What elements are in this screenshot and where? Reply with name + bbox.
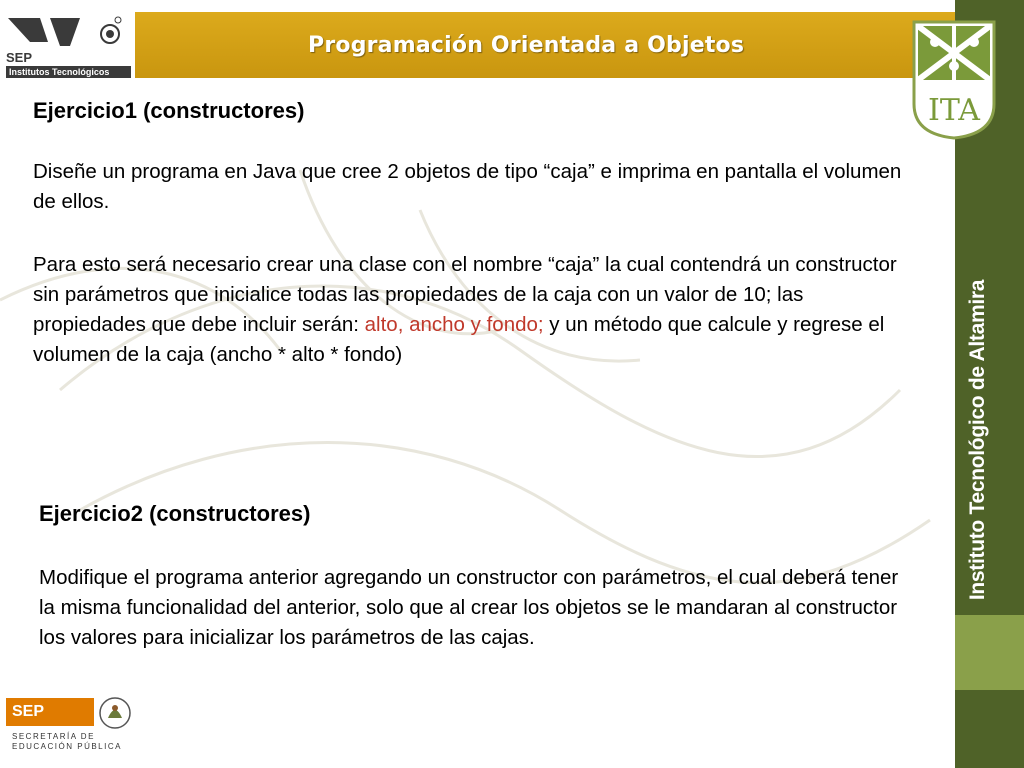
exercise1-paragraph2: [33, 250, 913, 370]
footer-line1: SECRETARÍA DE: [12, 732, 95, 741]
properties-highlight: alto, ancho y fondo;: [364, 313, 544, 336]
sep-institutos-logo: [0, 12, 135, 80]
sidebar-institute-name: Instituto Tecnológico de Altamira: [966, 279, 989, 601]
footer-sep-label: SEP: [6, 698, 94, 726]
footer-line2: EDUCACIÓN PÚBLICA: [12, 742, 122, 751]
institutos-label: Institutos Tecnológicos: [6, 66, 131, 78]
exercise1-paragraph2-end: y un método que calcule y regrese el volumen de la caja (ancho * alto * fondo): [33, 313, 885, 366]
exercise2-heading: Ejercicio2 (constructores): [39, 501, 311, 526]
mexico-eagle-icon: [98, 696, 132, 730]
ita-logo-text: ITA: [928, 93, 980, 128]
sep-logo-text: SEP: [6, 50, 33, 65]
sep-footer-logo: [6, 696, 136, 758]
slide-title: Programación Orientada a Objetos: [308, 33, 745, 58]
exercise1-heading: Ejercicio1 (constructores): [33, 98, 305, 123]
exercise1-paragraph1: Diseñe un programa en Java que cree 2 objetos de tipo “caja” e imprima en pantalla el volumen de ellos.: [33, 160, 902, 213]
exercise1-paragraph2-text: Para esto será necesario crear una clase con el nombre “caja” la cual contendrá un constructor sin parámetros que inicialice todas las propiedades de la caja con un valor de 10; las propiedades que debe incluir serán:: [33, 253, 897, 336]
sidebar-accent: [955, 615, 1024, 690]
sep-emblem-icon: [0, 12, 135, 52]
ita-shield-logo: [908, 18, 1000, 142]
exercise2-paragraph: Modifique el programa anterior agregando un constructor con parámetros, el cual deberá tener la misma funcionalidad del anterior, solo que al crear los objetos se le mandaran al constructor los valores para inicializar los parámetros de las cajas.: [39, 566, 899, 649]
footer-secretaria: [12, 732, 122, 752]
